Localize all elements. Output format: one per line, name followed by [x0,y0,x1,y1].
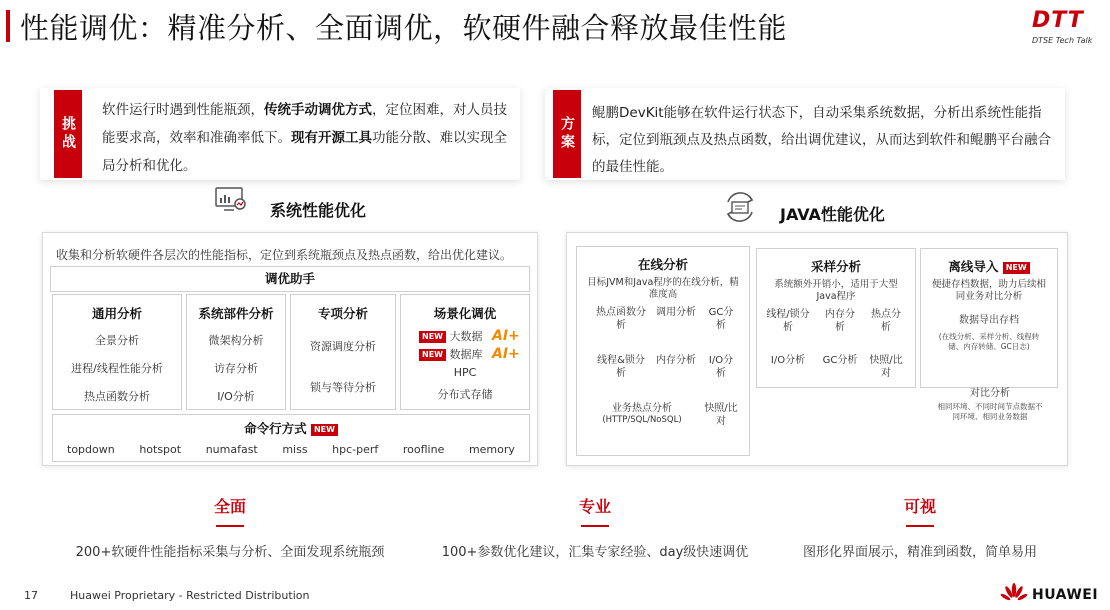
challenge-tag-text: 挑战 [60,116,76,152]
offline-desc: 便捷存档数据，助力后续相同业务对比分析 [931,279,1046,302]
general-item[interactable]: 热点函数分析 [84,390,150,403]
feature-comprehensive [20,494,440,560]
cli-item[interactable]: hpc-perf [332,443,379,456]
cli-title-row [53,419,529,437]
feature-professional [390,494,800,560]
feature-visual [760,494,1080,560]
special-item[interactable]: 锁与等待分析 [310,381,376,394]
sampling-item[interactable]: GC分析 [822,355,858,366]
ai-plus-icon: AI+ [491,346,520,362]
online-item-note: (HTTP/SQL/NoSQL) [602,415,682,425]
challenge-text-d: 现有开源工具 [291,130,372,146]
page-title: 性能调优：精准分析、全面调优，软硬件融合释放最佳性能 [20,11,788,45]
column-special [290,294,396,410]
column-scenario [400,294,530,410]
column-general-title: 通用分析 [91,306,142,321]
sampling-item[interactable]: 快照/比对 [869,355,903,379]
sampling-item[interactable]: 线程/锁分析 [766,309,810,333]
new-badge: NEW [311,424,338,436]
footer-text: Huawei Proprietary - Restricted Distribution [70,589,310,602]
online-item[interactable]: 线程&锁分析 [597,355,645,379]
online-item[interactable]: 业务热点分析 [612,403,672,414]
sampling-item[interactable]: 内存分析 [825,309,855,333]
online-item[interactable]: GC分析 [708,307,734,331]
new-badge: NEW [419,349,446,361]
feature-desc: 图形化界面展示，精准到函数，简单易用 [802,545,1037,560]
cli-box [52,414,530,462]
feature-underline [906,525,934,527]
ai-plus-icon: AI+ [491,328,520,344]
challenge-text-a: 软件运行时遇到性能瓶颈， [102,102,264,118]
scenario-database-row[interactable] [401,346,529,362]
feature-underline [216,525,244,527]
component-item[interactable]: 访存分析 [214,362,258,375]
solution-tag-text: 方案 [559,116,575,152]
scenario-item[interactable]: HPC [453,366,477,379]
offline-export-note: (在线分析、采样分析、线程转储、内存转储、GC日志) [938,332,1040,351]
dtt-logo [1032,10,1100,45]
logo-main-text: DTT [1032,8,1084,33]
cli-title: 命令行方式 [244,421,307,436]
logo-sub-text: DTSE Tech Talk [1032,36,1093,45]
offline-title-row [921,257,1057,275]
challenge-tag [54,90,82,178]
component-item[interactable]: I/O分析 [217,390,255,403]
online-item[interactable]: 内存分析 [656,355,696,366]
column-component [186,294,286,410]
feature-title: 专业 [578,497,611,516]
cli-item[interactable]: memory [468,443,515,456]
offline-import-box [920,248,1058,388]
sampling-title: 采样分析 [810,259,861,274]
column-general [52,294,182,410]
scenario-item: 数据库 [449,348,483,361]
offline-title: 离线导入 [948,259,999,274]
challenge-text [102,96,512,180]
offline-compare[interactable]: 对比分析 [970,388,1010,399]
java-section-title: JAVA性能优化 [780,205,885,224]
cli-item[interactable]: roofline [402,443,445,456]
scenario-item: 大数据 [449,330,483,343]
sampling-item[interactable]: 热点分析 [871,309,901,333]
special-item[interactable]: 资源调度分析 [310,340,376,353]
huawei-brand: HUAWEI [1032,587,1099,603]
system-section-title: 系统性能优化 [270,201,367,220]
online-item[interactable]: I/O分析 [708,355,734,379]
scenario-bigdata-row[interactable] [401,328,529,344]
cli-list [53,437,529,456]
column-component-title: 系统部件分析 [198,306,274,321]
sampling-item[interactable]: I/O分析 [770,355,806,366]
new-badge: NEW [1003,262,1030,274]
cli-item[interactable]: topdown [67,443,115,456]
offline-export[interactable]: 数据导出存档 [959,315,1019,326]
feature-title: 全面 [213,497,246,516]
feature-desc: 200+软硬件性能指标采集与分析、全面发现系统瓶颈 [75,545,385,560]
component-item[interactable]: 微架构分析 [208,334,264,347]
online-item[interactable]: 热点函数分析 [596,307,646,331]
offline-compare-note: 相同环境、不同时间节点数据不同环境、相同业务数据 [937,402,1043,421]
challenge-text-e: 功能分散、难以实现全局分析和优化。 [102,130,507,174]
new-badge: NEW [419,331,446,343]
feature-title: 可视 [903,497,936,516]
general-item[interactable]: 进程/线程性能分析 [71,362,163,375]
challenge-text-c: ，定位困难，对人员技能要求高，效率和准确率低下。 [102,102,507,146]
system-desc: 收集和分析软硬件各层次的性能指标，定位到系统瓶颈点及热点函数，给出优化建议。 [56,248,513,262]
online-item[interactable]: 调用分析 [656,307,696,318]
online-desc: 目标JVM和Java程序的在线分析，精准度高 [587,277,739,300]
scenario-item[interactable]: 分布式存储 [437,388,493,401]
java-cycle-icon [722,190,758,224]
feature-desc: 100+参数优化建议，汇集专家经验、day级快速调优 [441,545,749,560]
cli-item[interactable]: numafast [205,443,258,456]
title-accent-bar [6,10,10,42]
solution-tag [553,90,581,178]
cli-item[interactable]: miss [282,443,308,456]
feature-underline [581,525,609,527]
online-title: 在线分析 [637,257,688,272]
huawei-flower-icon [1000,583,1028,605]
column-special-title: 专项分析 [317,306,368,321]
monitor-chart-icon [214,186,248,216]
solution-text: 鲲鹏DevKit能够在软件运行状态下，自动采集系统数据，分析出系统性能指标，定位到瓶颈点及热点函数，给出调优建议，从而达到软件和鲲鹏平台融合的最佳性能。 [592,105,1051,175]
column-scenario-title: 场景化调优 [433,306,497,321]
online-item[interactable]: 快照/比对 [704,403,738,427]
general-item[interactable]: 全景分析 [95,334,139,347]
sampling-desc: 系统额外开销小，适用于大型Java程序 [774,279,898,302]
tuning-assistant[interactable]: 调优助手 [50,266,530,292]
cli-item[interactable]: hotspot [139,443,182,456]
challenge-text-b: 传统手动调优方式 [264,102,372,118]
page-number: 17 [24,589,38,602]
